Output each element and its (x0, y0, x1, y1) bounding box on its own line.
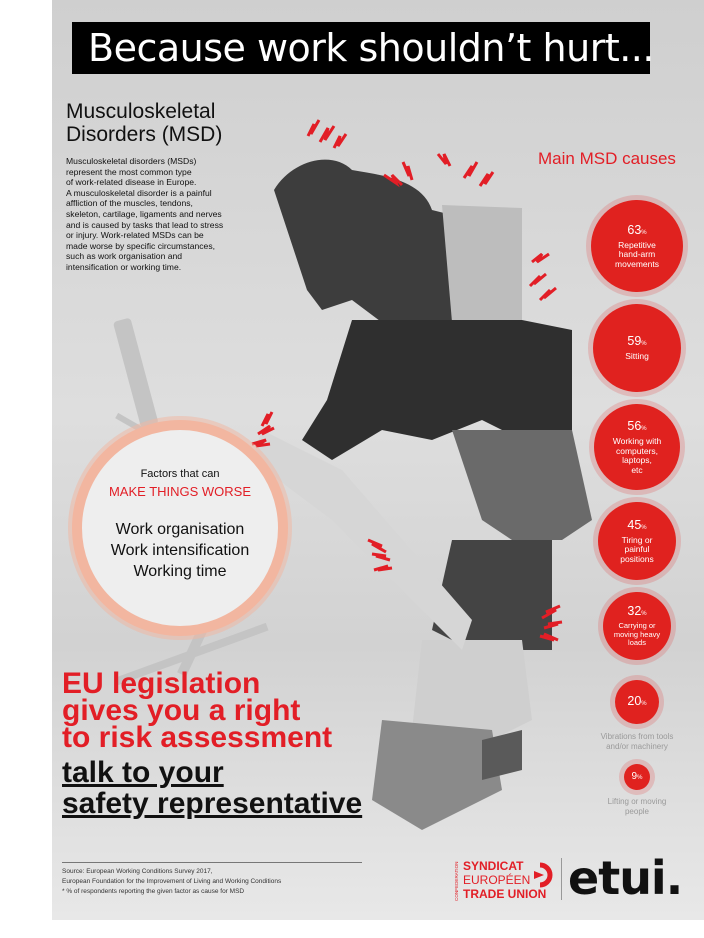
divider (561, 858, 562, 900)
factors-highlight: MAKE THINGS WORSE (108, 484, 252, 499)
cause-percentage: 45% (627, 517, 647, 532)
factors-circle (72, 420, 288, 636)
msd-section-title (66, 100, 276, 146)
svg-text:SYNDICAT: SYNDICAT (463, 859, 524, 873)
etui-logo: etui. (568, 851, 683, 905)
svg-text:TRADE UNION: TRADE UNION (463, 887, 547, 901)
factor-item: Work organisation (115, 521, 245, 538)
msd-description-line: of work-related disease in Europe. (66, 177, 197, 188)
cause-label: Repetitive hand-arm movements (615, 239, 659, 269)
main-causes-title: Main MSD causes (538, 149, 676, 168)
cause-label-lifting-people: Lifting or moving people (607, 797, 667, 816)
poster (52, 0, 704, 920)
cause-label: Working with computers, laptops, etc (612, 436, 662, 475)
cause-circle-repetitive (591, 200, 683, 292)
msd-description-line: such as work organisation and (66, 251, 183, 262)
msd-description-line: made worse by specific circumstances, (66, 240, 216, 251)
cause-circle-computers (594, 404, 680, 490)
cause-percentage: 59% (627, 334, 647, 349)
msd-description-line: A musculoskeletal disorder is a painful (66, 187, 212, 198)
cause-circle-lifting-people (624, 764, 650, 790)
divider (62, 862, 362, 863)
cause-percentage: 9% (631, 770, 643, 782)
factors-intro: Factors that can (140, 468, 220, 480)
cause-percentage: 56% (627, 419, 647, 433)
cause-label: Sitting (625, 351, 649, 362)
talk-to-rep-link: talk to your safety representative (62, 756, 363, 820)
msd-description (66, 156, 286, 273)
syndicat-europeen-logo (454, 857, 564, 901)
msd-description-line: Musculoskeletal disorders (MSDs) (66, 156, 197, 166)
factor-item: Work intensification (110, 542, 250, 559)
cause-circle-positions (598, 502, 676, 580)
cause-circle-loads (603, 592, 671, 660)
cause-circle-sitting (593, 304, 681, 392)
cause-label: Tiring or painful positions (620, 534, 654, 564)
msd-description-line: skeleton, cartilage, ligaments and nerves (66, 208, 222, 219)
eu-legislation-heading: EU legislation gives you a right to risk assessment (62, 667, 333, 754)
source-note: Source: European Working Conditions Survey 2017, European Foundation for the Improvement of Living and Working Conditions * % of respondents reporting the given factor as cause for MSD (62, 868, 282, 895)
cause-label-vibrations: Vibrations from tools and/or machinery (600, 732, 674, 751)
factors-list (82, 519, 278, 582)
msd-description-line: represent the most common type (66, 166, 192, 177)
cause-label: Carrying or moving heavy loads (613, 621, 661, 648)
svg-text:CONFEDERATION: CONFEDERATION (454, 861, 459, 901)
cause-percentage: 63% (627, 222, 647, 237)
msd-title-line: Disorders (MSD) (66, 123, 223, 146)
svg-text:EUROPÉEN: EUROPÉEN (463, 873, 531, 887)
msd-description-line: affliction of the muscles, tendons, (66, 198, 193, 209)
msd-title-line: Musculoskeletal (66, 100, 216, 123)
msd-description-line: or injury. Work-related MSDs can be (66, 230, 204, 241)
page-title: Because work shouldn’t hurt... (72, 22, 650, 74)
msd-description-line: intensification or working time. (66, 261, 182, 272)
cause-circle-vibrations (615, 680, 659, 724)
cause-percentage: 20% (627, 693, 647, 708)
factor-item: Working time (133, 563, 227, 580)
msd-description-line: and is caused by tasks that lead to stress (66, 219, 224, 230)
cause-percentage: 32% (627, 604, 647, 619)
